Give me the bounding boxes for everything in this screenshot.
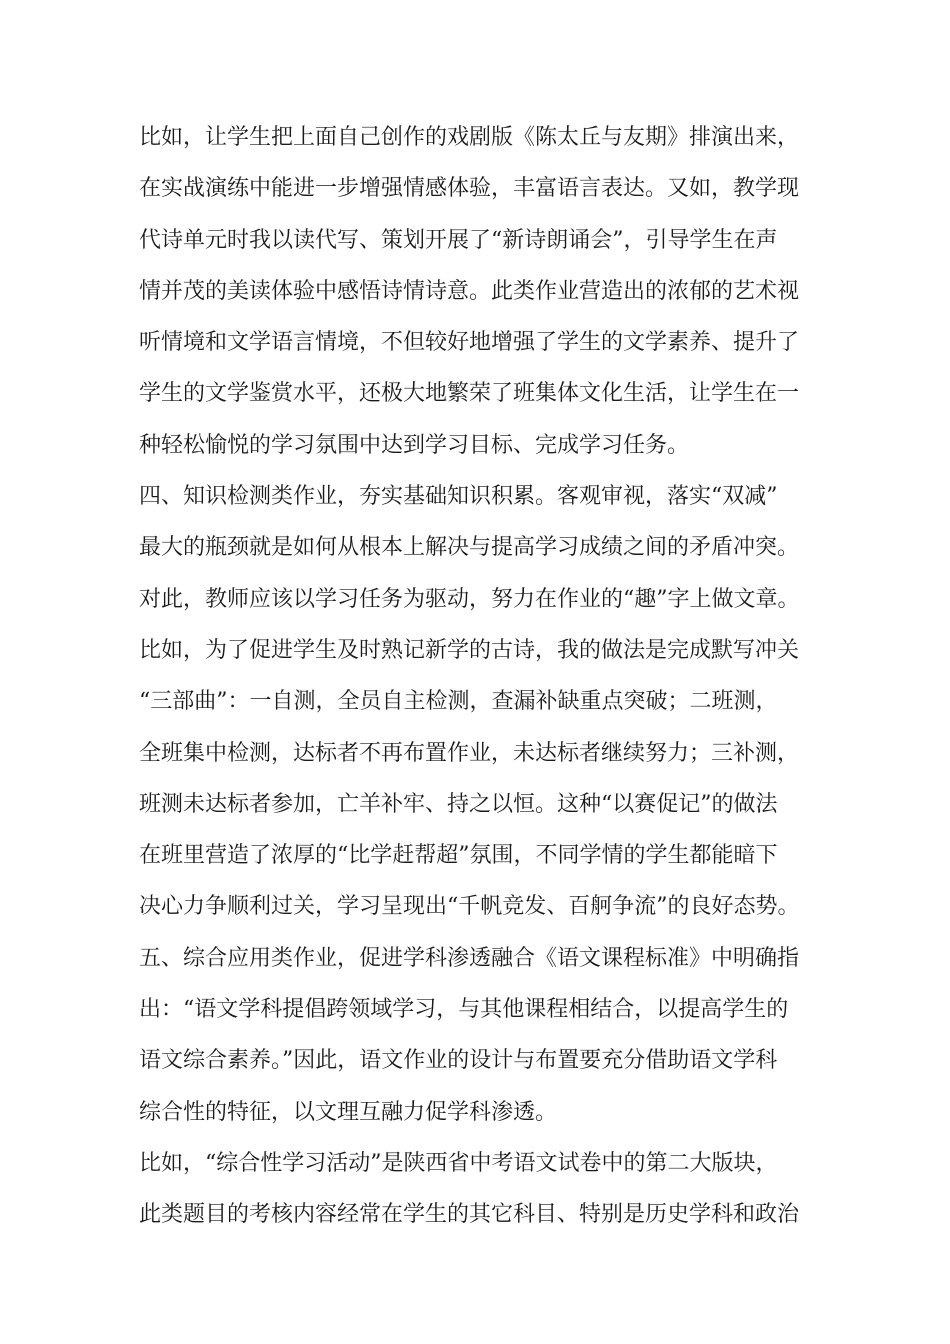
text-line: 班测未达标者参加，亡羊补牢、持之以恒。这种“以赛促记”的做法 bbox=[139, 791, 778, 817]
text-line: 综合性的特征，以文理互融力促学科渗透。 bbox=[139, 1099, 558, 1125]
text-line: 种轻松愉悦的学习氛围中达到学习目标、完成学习任务。 bbox=[139, 432, 690, 458]
text-line: 出：“语文学科提倡跨领域学习，与其他课程相结合，以提高学生的 bbox=[139, 997, 789, 1023]
text-line: “三部曲”：一自测，全员自主检测，查漏补缺重点突破；二班测， bbox=[139, 689, 778, 715]
text-line: 此类题目的考核内容经常在学生的其它科目、特别是历史学科和政治 bbox=[139, 1202, 800, 1228]
body-text bbox=[139, 118, 839, 1247]
text-line: 语文综合素养。”因此，语文作业的设计与布置要充分借助语文学科 bbox=[139, 1048, 778, 1074]
section-heading-line: 四、知识检测类作业，夯实基础知识积累。客观审视，落实“双减” bbox=[139, 484, 778, 510]
text-line: 比如，“综合性学习活动”是陕西省中考语文试卷中的第二大版块， bbox=[139, 1150, 778, 1176]
text-line: 决心力争顺利过关，学习呈现出“千帆竞发、百舸争流”的良好态势。 bbox=[139, 894, 800, 920]
text-line: 比如，让学生把上面自己创作的戏剧版《陈太丘与友期》排演出来， bbox=[139, 125, 800, 150]
text-line: 全班集中检测，达标者不再布置作业，未达标者继续努力；三补测， bbox=[139, 740, 800, 766]
text-line: 在实战演练中能进一步增强情感体验，丰富语言表达。又如，教学现 bbox=[139, 176, 800, 202]
text-line: 学生的文学鉴赏水平，还极大地繁荣了班集体文化生活，让学生在一 bbox=[139, 381, 800, 407]
text-line: 情并茂的美读体验中感悟诗情诗意。此类作业营造出的浓郁的艺术视 bbox=[139, 278, 800, 304]
section-heading-line: 五、综合应用类作业，促进学科渗透融合《语文课程标准》中明确指 bbox=[139, 945, 800, 971]
text-line: 代诗单元时我以读代写、策划开展了“新诗朗诵会”，引导学生在声 bbox=[139, 227, 778, 253]
text-line: 听情境和文学语言情境，不但较好地增强了学生的文学素养、提升了 bbox=[139, 330, 800, 356]
text-line: 在班里营造了浓厚的“比学赶帮超”氛围，不同学情的学生都能暗下 bbox=[139, 843, 778, 869]
text-line: 比如，为了促进学生及时熟记新学的古诗，我的做法是完成默写冲关 bbox=[139, 637, 800, 663]
text-line: 最大的瓶颈就是如何从根本上解决与提高学习成绩之间的矛盾冲突。 bbox=[139, 535, 800, 561]
text-line: 对此，教师应该以学习任务为驱动，努力在作业的“趣”字上做文章。 bbox=[139, 586, 800, 612]
